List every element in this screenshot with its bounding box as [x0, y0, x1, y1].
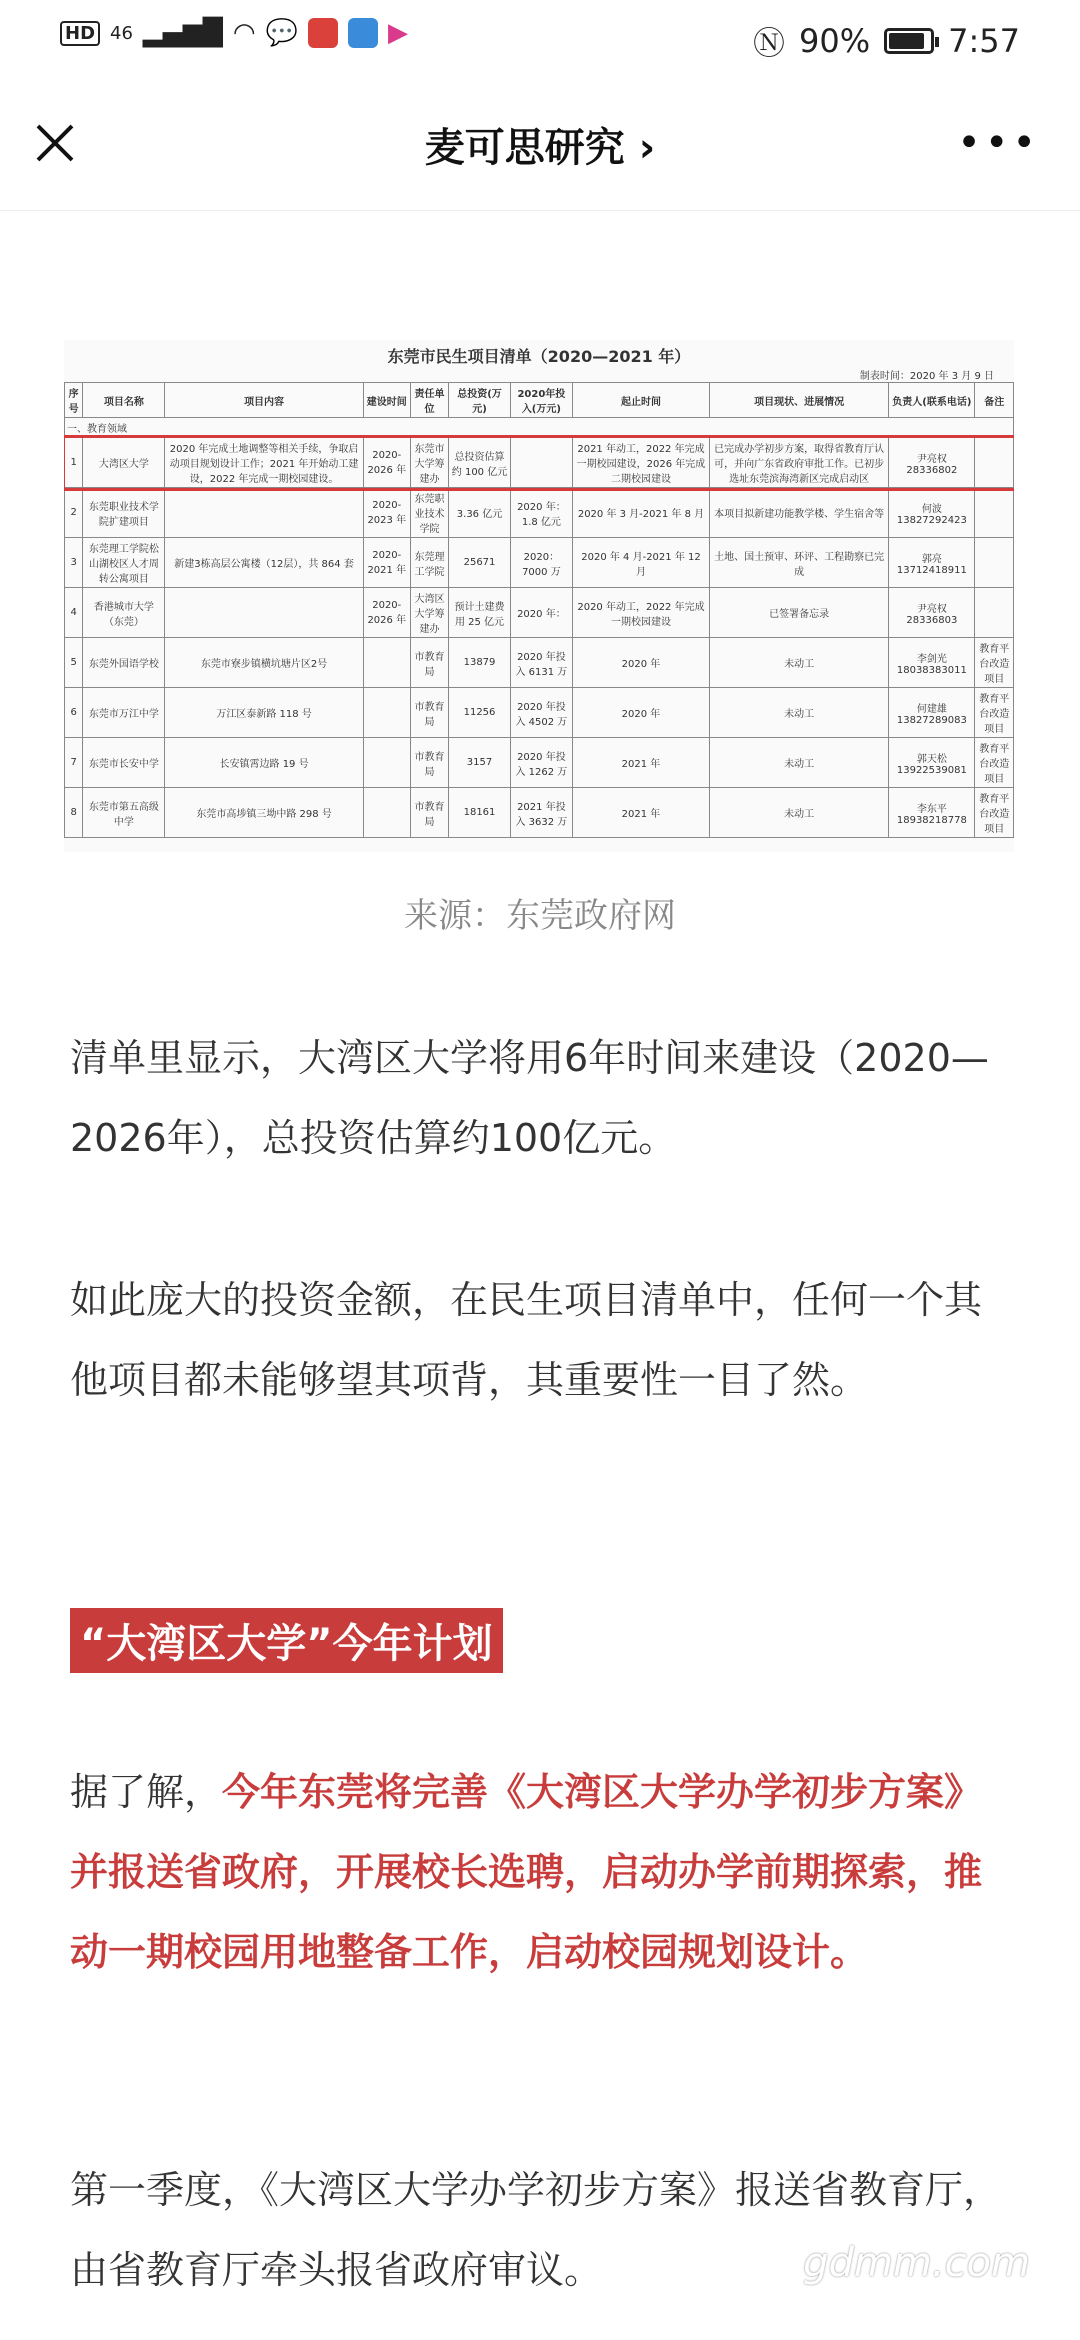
table-cell: 25671	[449, 538, 511, 588]
table-cell: 11256	[449, 688, 511, 738]
table-cell: 3157	[449, 738, 511, 788]
battery-percent: 90%	[799, 22, 871, 60]
table-cell: 本项目拟新建功能教学楼、学生宿舍等	[709, 488, 888, 538]
table-cell	[975, 538, 1014, 588]
paragraph-3	[70, 1752, 1010, 1992]
table-row	[65, 588, 1014, 638]
table-header-cell: 负责人(联系电话)	[889, 383, 975, 418]
table-cell: 市教育局	[410, 688, 448, 738]
image-caption: 来源：东莞政府网	[404, 896, 676, 936]
table-cell: 东莞职业技术学院	[410, 488, 448, 538]
table-cell: 5	[65, 638, 83, 688]
table-cell: 2020 年：1.8 亿元	[510, 488, 572, 538]
table-cell: 李东平 18938218778	[889, 788, 975, 838]
table-cell: 2020 年 3 月-2021 年 8 月	[573, 488, 710, 538]
table-cell: 东莞理工学院松山湖校区人才周转公寓项目	[83, 538, 165, 588]
table-header-cell: 序号	[65, 383, 83, 418]
table-cell: 市教育局	[410, 638, 448, 688]
table-cell: 东莞外国语学校	[83, 638, 165, 688]
table-cell: 2021 年	[573, 738, 710, 788]
table-cell	[363, 788, 410, 838]
table-cell: 东莞职业技术学院扩建项目	[83, 488, 165, 538]
table-cell: 教育平台改造项目	[975, 738, 1014, 788]
table-header-cell: 起止时间	[573, 383, 710, 418]
table-cell: 东莞市万江中学	[83, 688, 165, 738]
table-cell: 东莞市高埗镇三坳中路 298 号	[165, 788, 363, 838]
table-cell	[363, 638, 410, 688]
table-cell: 教育平台改造项目	[975, 788, 1014, 838]
account-title[interactable]: 麦可思研究 ›	[424, 125, 656, 171]
table-row	[65, 638, 1014, 688]
table-cell	[363, 738, 410, 788]
table-cell: 未动工	[709, 638, 888, 688]
table-header-cell: 项目内容	[165, 383, 363, 418]
table-cell: 1	[65, 438, 83, 488]
table-cell: 未动工	[709, 688, 888, 738]
table-cell: 2020 年投入 1262 万	[510, 738, 572, 788]
table-row	[65, 438, 1014, 488]
table-cell: 2020-2021 年	[363, 538, 410, 588]
table-row	[65, 738, 1014, 788]
table-header-cell: 备注	[975, 383, 1014, 418]
table-cell: 市教育局	[410, 788, 448, 838]
table-cell: 新建3栋高层公寓楼（12层），共 864 套	[165, 538, 363, 588]
table-cell: 李剑光 18038383011	[889, 638, 975, 688]
app-blue-icon	[348, 18, 378, 48]
table-header-cell: 责任单位	[410, 383, 448, 418]
table-cell: 6	[65, 688, 83, 738]
table-header-cell: 总投资(万元)	[449, 383, 511, 418]
table-cell: 郭亮 13712418911	[889, 538, 975, 588]
table-cell: 2020 年 4 月-2021 年 12 月	[573, 538, 710, 588]
table-cell: 东莞理工学院	[410, 538, 448, 588]
table-cell: 东莞市大学筹建办	[410, 438, 448, 488]
table-cell: 2020：7000 万	[510, 538, 572, 588]
paragraph-3-prefix: 据了解，	[70, 1770, 223, 1814]
paragraph-1: 清单里显示，大湾区大学将用6年时间来建设（2020—2026年），总投资估算约100亿元。	[70, 1036, 989, 1160]
table-cell: 7	[65, 738, 83, 788]
table-cell: 2020 年	[573, 638, 710, 688]
table-cell: 香港城市大学（东莞）	[83, 588, 165, 638]
more-icon[interactable]: •••	[957, 120, 1040, 166]
table-cell: 2021 年动工，2022 年完成一期校园建设，2026 年完成二期校园建设	[573, 438, 710, 488]
nav-bar	[0, 80, 1080, 211]
table-cell: 何波 13827292423	[889, 488, 975, 538]
table-header-cell: 项目名称	[83, 383, 165, 418]
table-cell: 2020-2026 年	[363, 438, 410, 488]
nfc-icon: Ⓝ	[753, 24, 786, 62]
table-cell: 未动工	[709, 738, 888, 788]
table-cell: 教育平台改造项目	[975, 638, 1014, 688]
table-cell: 18161	[449, 788, 511, 838]
table-cell: 2020 年动工，2022 年完成一期校园建设	[573, 588, 710, 638]
table-cell: 东莞市第五高级中学	[83, 788, 165, 838]
wechat-icon: 💬	[265, 18, 298, 48]
table-cell: 何建雄 13827289083	[889, 688, 975, 738]
table-row	[65, 788, 1014, 838]
project-table	[64, 382, 1014, 838]
table-cell: 2020 年	[573, 688, 710, 738]
table-cell: 总投资估算约 100 亿元	[449, 438, 511, 488]
table-cell: 2020 年：	[510, 588, 572, 638]
table-cell: 2021 年投入 3632 万	[510, 788, 572, 838]
table-cell: 2020 年完成土地调整等相关手续，争取启动项目规划设计工作；2021 年开始动工建设，2022 年完成一期校园建设。	[165, 438, 363, 488]
table-title: 东莞市民生项目清单（2020—2021 年）	[387, 347, 691, 366]
table-cell: 东莞市寮步镇横坑塘片区2号	[165, 638, 363, 688]
table-cell: 4	[65, 588, 83, 638]
table-cell: 2020-2023 年	[363, 488, 410, 538]
table-cell	[510, 438, 572, 488]
status-bar	[0, 0, 1080, 80]
table-cell: 郭天松 13922539081	[889, 738, 975, 788]
table-cell	[975, 488, 1014, 538]
table-cell: 2020-2026 年	[363, 588, 410, 638]
table-header-cell: 建设时间	[363, 383, 410, 418]
table-cell: 3.36 亿元	[449, 488, 511, 538]
table-cell: 万江区泰新路 118 号	[165, 688, 363, 738]
table-cell	[165, 588, 363, 638]
table-cell: 大湾区大学	[83, 438, 165, 488]
table-cell: 2020 年投入 6131 万	[510, 638, 572, 688]
table-cell: 土地、国土预审、环评、工程勘察已完成	[709, 538, 888, 588]
table-cell: 13879	[449, 638, 511, 688]
app-red-icon	[308, 18, 338, 48]
table-cell	[165, 488, 363, 538]
table-cell: 已完成办学初步方案，取得省教育厅认可，并向广东省政府审批工作。已初步选址东莞滨海湾新区完成启动区	[709, 438, 888, 488]
table-cell	[975, 438, 1014, 488]
table-cell: 教育平台改造项目	[975, 688, 1014, 738]
battery-icon	[884, 28, 934, 54]
table-cell: 市教育局	[410, 738, 448, 788]
table-cell: 已签署备忘录	[709, 588, 888, 638]
table-cell: 8	[65, 788, 83, 838]
paragraph-2: 如此庞大的投资金额，在民生项目清单中，任何一个其他项目都未能够望其项背，其重要性一目了然。	[70, 1278, 983, 1402]
clock: 7:57	[948, 22, 1020, 60]
table-cell: 预计土建费用 25 亿元	[449, 588, 511, 638]
table-cell: 2021 年	[573, 788, 710, 838]
table-date: 制表时间：2020 年 3 月 9 日	[859, 371, 994, 382]
table-cell: 尹亮权 28336803	[889, 588, 975, 638]
play-icon: ▶	[387, 18, 408, 48]
table-cell: 尹亮权 28336802	[889, 438, 975, 488]
table-row	[65, 538, 1014, 588]
table-section: 一、教育领域	[65, 418, 1014, 438]
section-heading: “大湾区大学”今年计划	[70, 1608, 503, 1673]
table-header-cell: 项目现状、进展情况	[709, 383, 888, 418]
table-header-cell: 2020年投入(万元)	[510, 383, 572, 418]
table-cell	[363, 688, 410, 738]
table-cell: 大湾区大学筹建办	[410, 588, 448, 638]
table-cell: 未动工	[709, 788, 888, 838]
table-cell: 东莞市长安中学	[83, 738, 165, 788]
table-row	[65, 488, 1014, 538]
table-cell: 长安镇霄边路 19 号	[165, 738, 363, 788]
paragraph-3-highlight: 今年东莞将完善《大湾区大学办学初步方案》并报送省政府，开展校长选聘，启动办学前期探索，推动一期校园用地整备工作，启动校园规划设计。	[70, 1770, 983, 1974]
paragraph-4: 第一季度，《大湾区大学办学初步方案》报送省教育厅，由省教育厅牵头报省政府审议。	[70, 2168, 1002, 2292]
hd-icon: HD	[60, 21, 100, 46]
network-type: 46	[110, 22, 133, 44]
table-cell: 2020 年投入 4502 万	[510, 688, 572, 738]
table-cell: 3	[65, 538, 83, 588]
signal-icon: ▂▄▆█	[142, 18, 223, 48]
table-cell	[975, 588, 1014, 638]
table-cell: 2	[65, 488, 83, 538]
table-row	[65, 688, 1014, 738]
wifi-icon: ◠	[232, 18, 256, 48]
project-table-image	[64, 340, 1014, 852]
watermark: gdmm.com	[803, 2240, 1030, 2286]
